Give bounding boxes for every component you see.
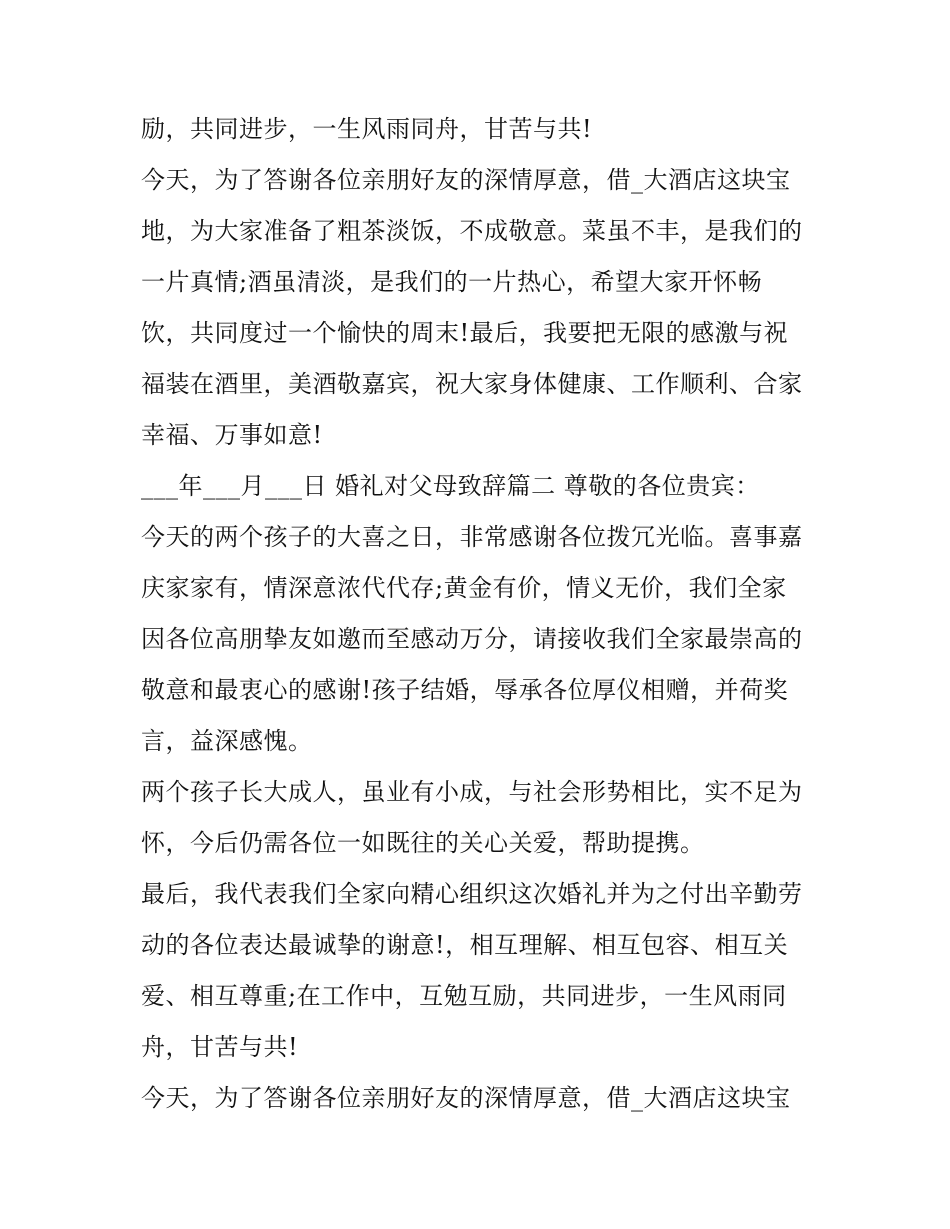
text-line: 饮，共同度过一个愉快的周末!最后，我要把无限的感激与祝	[141, 319, 789, 347]
text-line: 两个孩子长大成人，虽业有小成，与社会形势相比，实不足为	[141, 778, 803, 806]
text-line: 敬意和最衷心的感谢!孩子结婚，辱承各位厚仪相赠，并荷奖	[141, 676, 789, 704]
text-line: 舟，甘苦与共!	[141, 1033, 299, 1061]
text-line: 最后，我代表我们全家向精心组织这次婚礼并为之付出辛勤劳	[141, 880, 803, 908]
text-line: 福装在酒里，美酒敬嘉宾，祝大家身体健康、工作顺利、合家	[141, 370, 803, 398]
text-line: 爱、相互尊重;在工作中，互勉互励，共同进步，一生风雨同	[141, 982, 787, 1010]
text-line: 今天，为了答谢各位亲朋好友的深情厚意，借_大酒店这块宝	[141, 166, 791, 194]
text-line: 庆家家有，情深意浓代代存;黄金有价，情义无价，我们全家	[141, 574, 787, 602]
text-line: 今天，为了答谢各位亲朋好友的深情厚意，借_大酒店这块宝	[141, 1084, 791, 1112]
text-line: 幸福、万事如意!	[141, 421, 323, 449]
text-line: 怀，今后仍需各位一如既往的关心关爱，帮助提携。	[141, 829, 705, 857]
text-line: 言，益深感愧。	[141, 727, 313, 755]
text-line: 动的各位表达最诚挚的谢意!，相互理解、相互包容、相互关	[141, 931, 789, 959]
text-line: ___年___月___日 婚礼对父母致辞篇二 尊敬的各位贵宾：	[141, 472, 760, 500]
text-line: 一片真情;酒虽清淡，是我们的一片热心，希望大家开怀畅	[141, 268, 763, 296]
text-line: 地，为大家准备了粗茶淡饭，不成敬意。菜虽不丰，是我们的	[141, 217, 803, 245]
text-line: 励，共同进步，一生风雨同舟，甘苦与共!	[141, 115, 593, 143]
text-line: 因各位高朋挚友如邀而至感动万分，请接收我们全家最崇高的	[141, 625, 803, 653]
text-line: 今天的两个孩子的大喜之日，非常感谢各位拨冗光临。喜事嘉	[141, 523, 803, 551]
